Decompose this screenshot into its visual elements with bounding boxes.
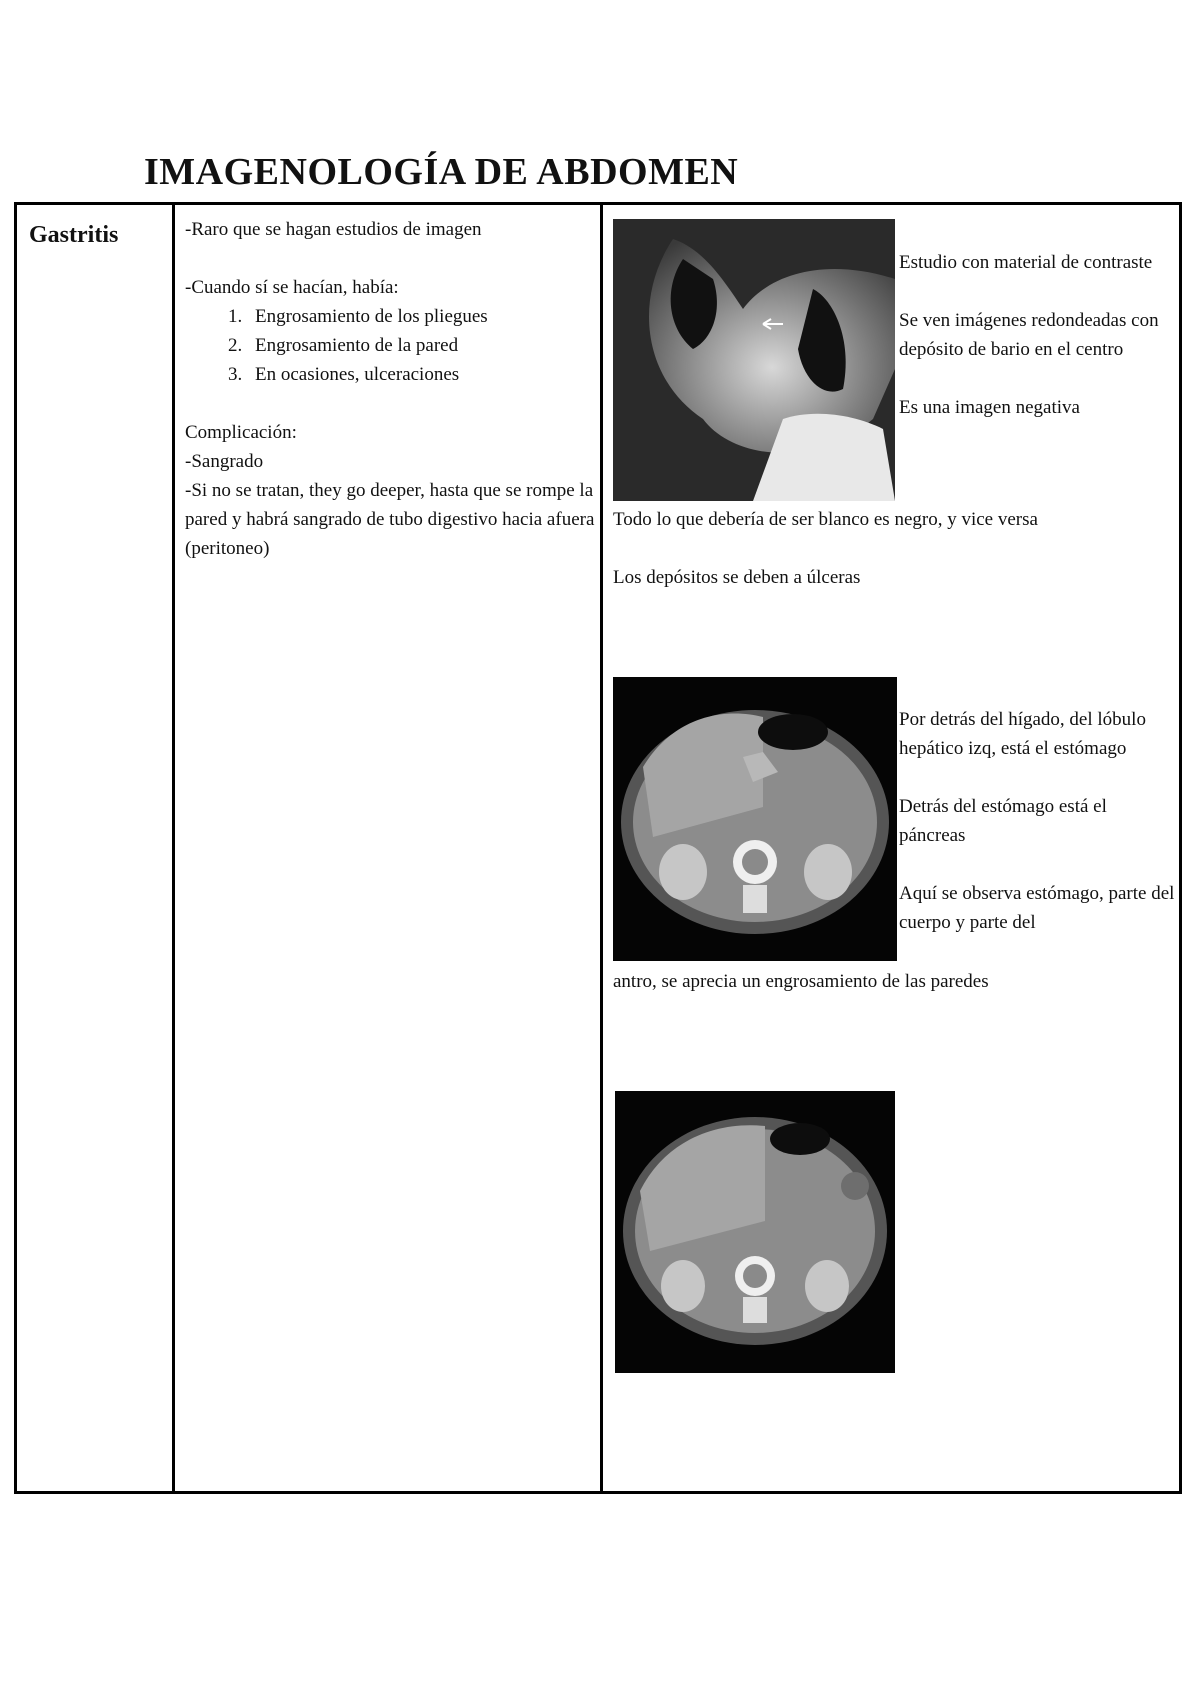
findings-intro: -Cuando sí se hacían, había: <box>185 277 399 298</box>
barium-xray-image <box>613 219 895 501</box>
barium-caption <box>899 248 1177 422</box>
ct-scan-image <box>613 677 897 961</box>
ct1-notes: antro, se aprecia un engrosamiento de las paredes <box>613 971 989 992</box>
note-line: Los depósitos se deben a úlceras <box>613 567 861 588</box>
caption-line: Es una imagen negativa <box>899 397 1080 418</box>
complication-heading: Complicación: <box>185 422 297 443</box>
list-item: 3. En ocasiones, ulceraciones <box>247 360 605 389</box>
caption-line: Estudio con material de contraste <box>899 252 1153 273</box>
page-title: IMAGENOLOGÍA DE ABDOMEN <box>144 151 739 193</box>
ct1-caption <box>899 705 1177 937</box>
complication-item: -Si no se tratan, they go deeper, hasta que se rompe la pared y habrá sangrado de tubo digestivo hacia afuera (peritoneo) <box>185 480 595 559</box>
caption-line: Se ven imágenes redondeadas con depósito de bario en el centro <box>899 310 1159 360</box>
intro-note: -Raro que se hagan estudios de imagen <box>185 219 482 240</box>
column-divider <box>172 205 175 1491</box>
notes-table <box>14 202 1182 1494</box>
list-item: 2. Engrosamiento de la pared <box>247 331 605 360</box>
complication-item: -Sangrado <box>185 451 264 472</box>
list-item: 1. Engrosamiento de los pliegues <box>247 302 605 331</box>
barium-notes <box>613 505 1173 592</box>
caption-line: Detrás del estómago está el páncreas <box>899 796 1107 846</box>
note-line: Todo lo que debería de ser blanco es negro, y vice versa <box>613 509 1038 530</box>
caption-line: Aquí se observa estómago, parte del cuerpo y parte del <box>899 883 1175 933</box>
ct-scan-image <box>615 1091 895 1373</box>
caption-line: Por detrás del hígado, del lóbulo hepático izq, está el estómago <box>899 709 1146 759</box>
category-label: Gastritis <box>29 222 119 248</box>
findings-list <box>185 302 605 389</box>
notes-column <box>185 215 605 563</box>
